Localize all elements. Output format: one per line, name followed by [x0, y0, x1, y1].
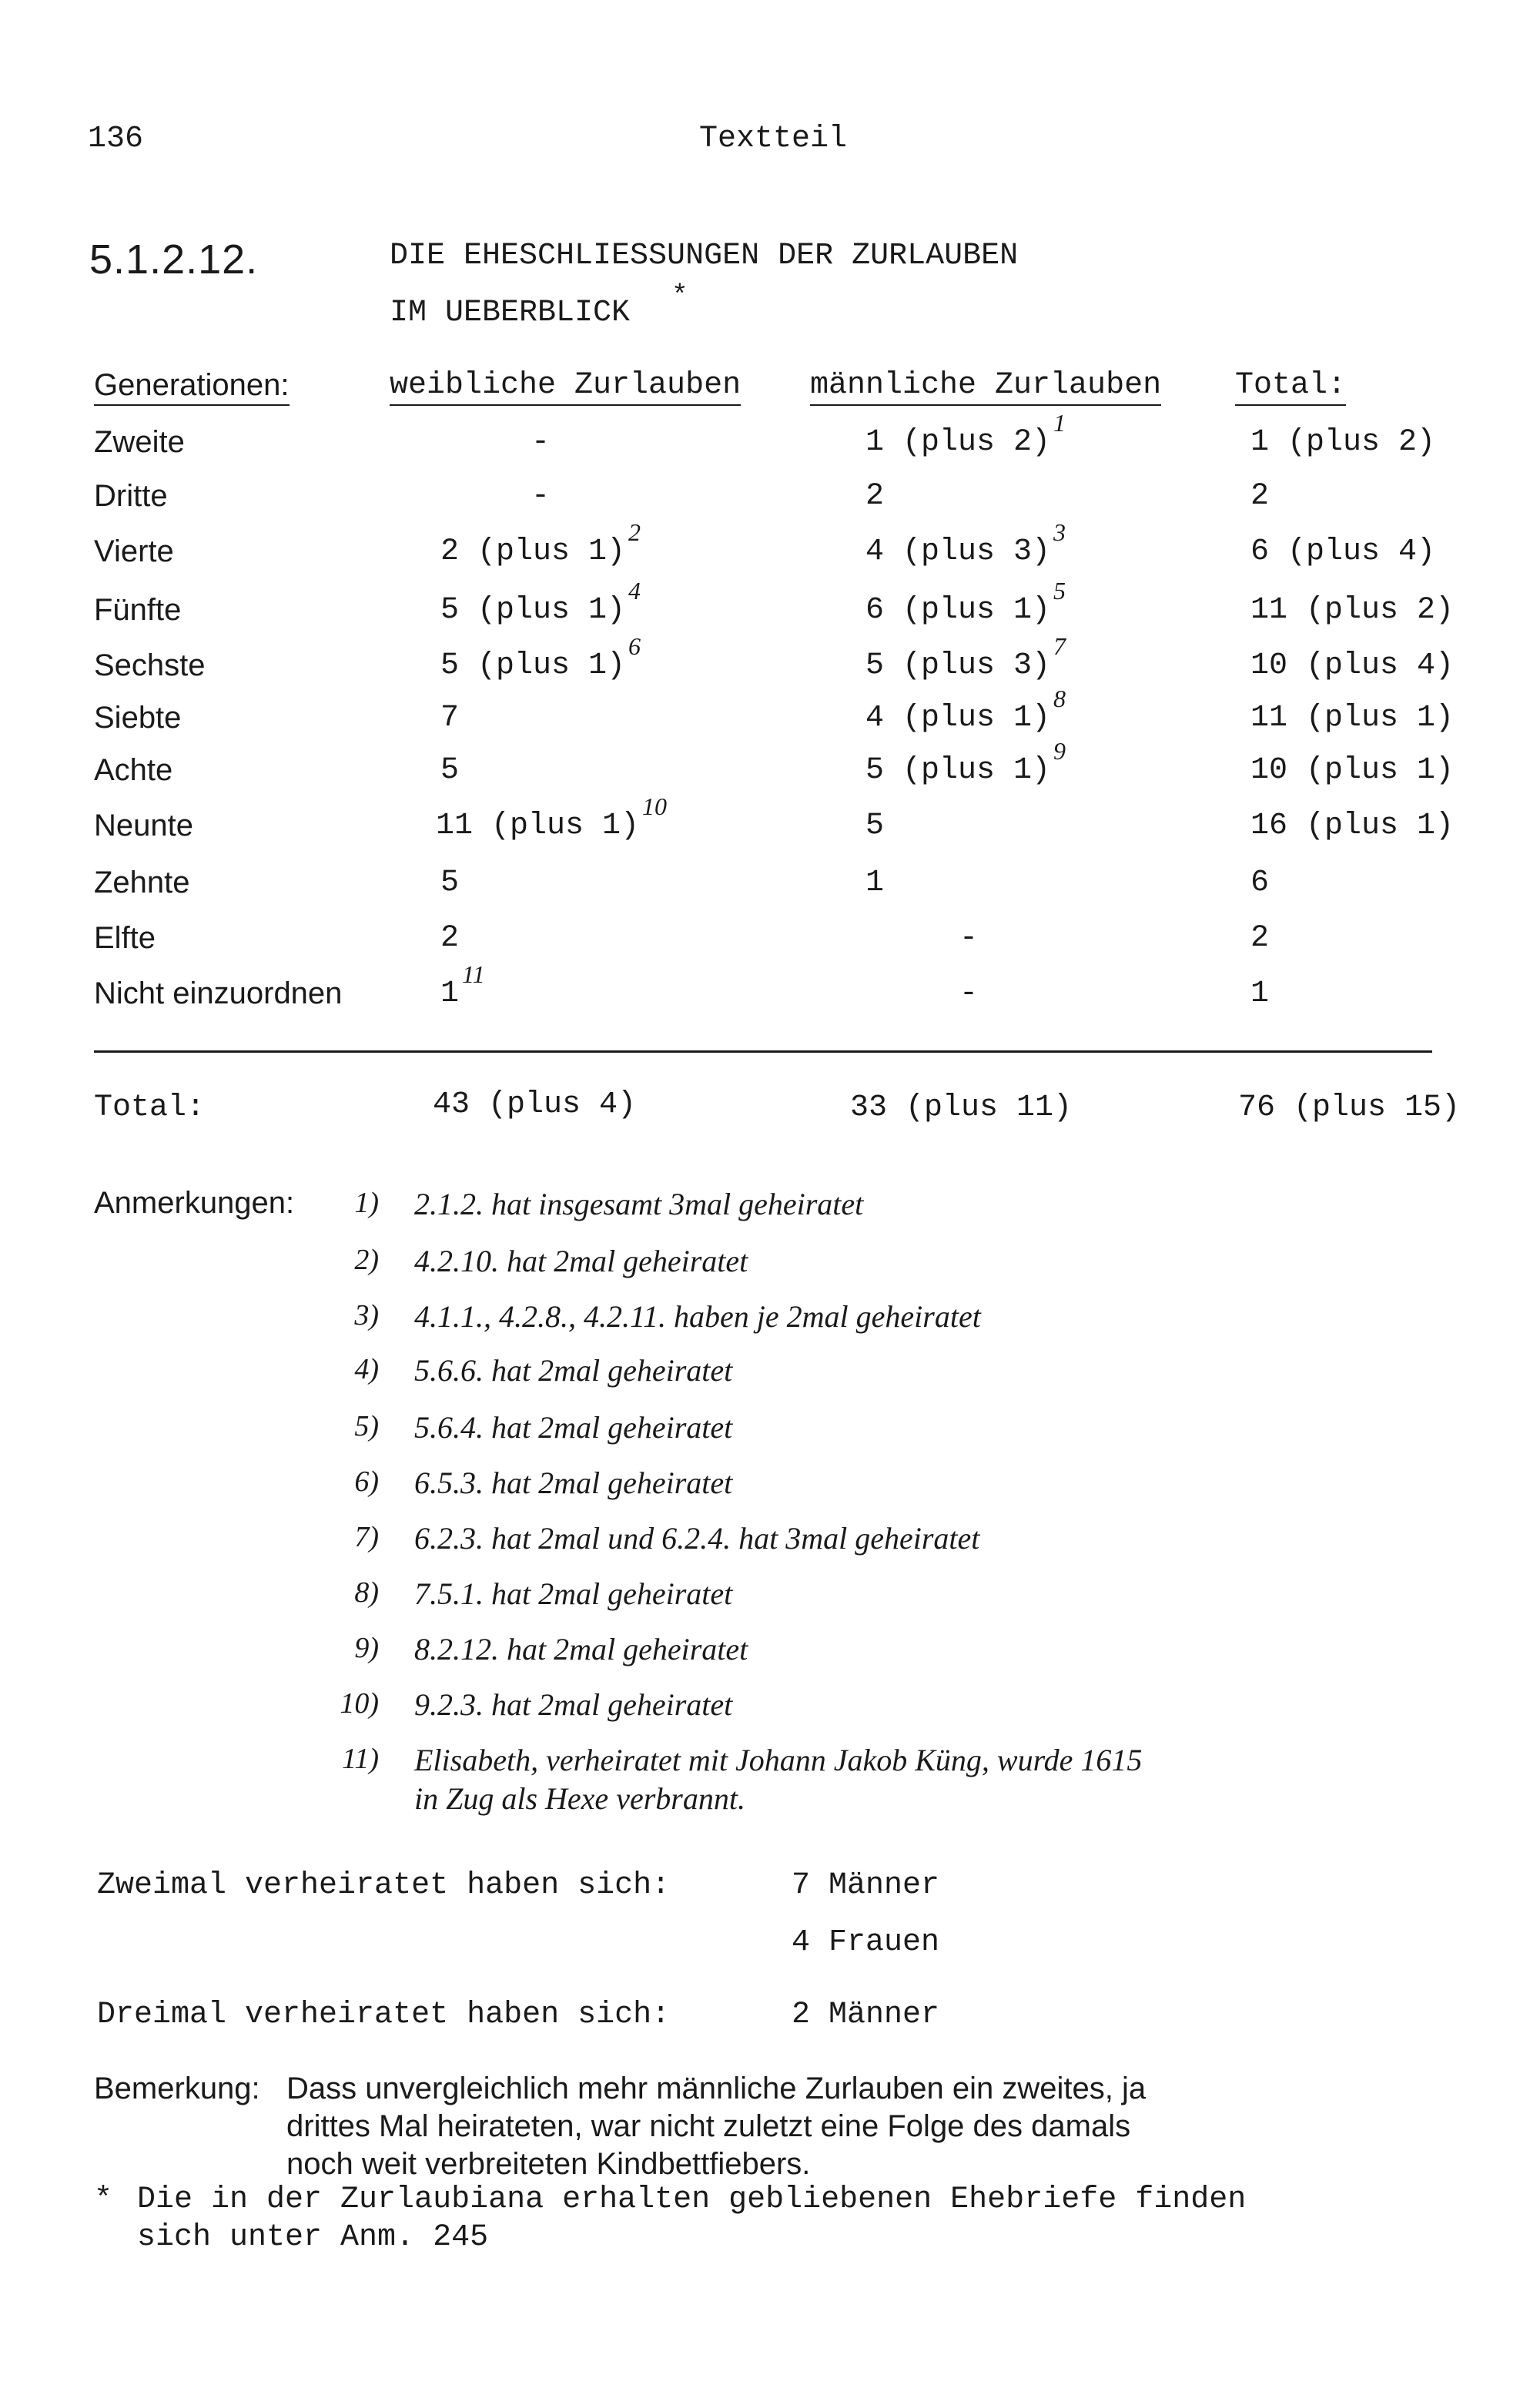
- cell-male-value: 4 (plus 1): [865, 701, 1051, 735]
- cell-total: [1250, 593, 1454, 628]
- cell-gen: [94, 425, 185, 460]
- cell-female: [440, 577, 641, 628]
- cell-total: [1250, 425, 1435, 460]
- cell-male-value: 5 (plus 1): [865, 753, 1051, 788]
- cell-total: [1250, 648, 1454, 683]
- note-text: 6.2.3. hat 2mal und 6.2.4. hat 3mal geheiratet: [414, 1521, 980, 1556]
- cell-male: [865, 577, 1066, 628]
- cell-female: [440, 632, 641, 683]
- cell-gen-value: Vierte: [94, 534, 174, 568]
- cell-gen: [94, 976, 342, 1011]
- note-number: 1): [354, 1187, 379, 1219]
- page-number: 136: [88, 122, 144, 156]
- cell-male: [865, 632, 1066, 683]
- cell-total: [1250, 809, 1454, 843]
- cell-male: [865, 479, 884, 514]
- totals-label: Total:: [94, 1090, 206, 1125]
- cell-female: [440, 701, 459, 735]
- cell-male: [865, 685, 1066, 735]
- cell-female: [440, 866, 459, 900]
- notes-label: Anmerkungen:: [94, 1186, 295, 1220]
- cell-female-value: 1: [440, 976, 460, 1011]
- note-text: 8.2.12. hat 2mal geheiratet: [414, 1632, 748, 1666]
- cell-gen: [94, 866, 190, 900]
- cell-gen-value: Nicht einzuordnen: [94, 976, 343, 1010]
- cell-total-value: 6: [1250, 866, 1270, 900]
- cell-gen: [94, 534, 174, 569]
- cell-total-value: 16 (plus 1): [1250, 809, 1455, 843]
- cell-total-value: 10 (plus 1): [1250, 753, 1455, 788]
- cell-female-value: 5 (plus 1): [440, 648, 626, 683]
- footnote-line1: Die in der Zurlaubiana erhalten gebliebenen Ehebriefe finden: [137, 2182, 1247, 2217]
- header-male: männliche Zurlauben: [810, 368, 1161, 406]
- cell-gen: [94, 809, 193, 843]
- remark-label: Bemerkung:: [94, 2072, 260, 2105]
- cell-female: [436, 792, 668, 843]
- note-text: 2.1.2. hat insgesamt 3mal geheiratet: [414, 1187, 864, 1221]
- remark-line1: Dass unvergleichlich mehr männliche Zurlauben ein zweites, ja: [286, 2072, 1147, 2105]
- cell-male-value: -: [959, 921, 979, 956]
- cell-female: [531, 479, 550, 514]
- cell-female-value: 5 (plus 1): [440, 593, 626, 628]
- note-text: Elisabeth, verheiratet mit Johann Jakob Küng, wurde 1615: [414, 1743, 1143, 1777]
- cell-male-value: 6 (plus 1): [865, 593, 1051, 628]
- cell-gen: [94, 648, 206, 683]
- cell-female-value: 7: [440, 701, 460, 735]
- totals-all: 76 (plus 15): [1238, 1090, 1461, 1125]
- cell-total-value: 10 (plus 4): [1250, 648, 1455, 683]
- section-title-line1: DIE EHESCHLIESSUNGEN DER ZURLAUBEN: [390, 239, 1019, 273]
- cell-total: [1250, 701, 1454, 735]
- note-number: 7): [354, 1521, 379, 1553]
- footnote-ref: 5: [1053, 577, 1066, 605]
- cell-female: [440, 518, 641, 569]
- remark-line3: noch weit verbreiteten Kindbettfiebers.: [286, 2147, 811, 2181]
- note-number: 6): [354, 1465, 379, 1498]
- twice-label: Zweimal verheiratet haben sich:: [97, 1868, 671, 1903]
- note-number: 5): [354, 1410, 379, 1442]
- cell-total: [1250, 866, 1269, 900]
- note-number: 11): [342, 1743, 379, 1775]
- footnote-ref: 11: [462, 960, 485, 988]
- cell-male: [865, 518, 1066, 569]
- running-title: Textteil: [699, 122, 848, 156]
- cell-male: [865, 866, 884, 900]
- header-total: Total:: [1235, 368, 1346, 406]
- note-text: 9.2.3. hat 2mal geheiratet: [414, 1687, 733, 1722]
- cell-total-value: 2: [1250, 479, 1270, 514]
- cell-total: [1250, 976, 1269, 1011]
- cell-female-value: 2 (plus 1): [440, 534, 626, 569]
- cell-gen: [94, 921, 156, 956]
- note-text: 7.5.1. hat 2mal geheiratet: [414, 1576, 733, 1611]
- cell-male-value: 2: [865, 479, 885, 514]
- cell-male-value: 1: [865, 866, 885, 900]
- footnote-line2: sich unter Anm. 245: [137, 2220, 489, 2255]
- footnote-ref: 1: [1053, 409, 1066, 437]
- cell-gen: [94, 593, 181, 628]
- cell-total-value: 2: [1250, 921, 1270, 956]
- footnote-ref: 10: [642, 792, 668, 820]
- cell-gen-value: Zweite: [94, 425, 185, 459]
- header-female: weibliche Zurlauben: [390, 368, 741, 406]
- cell-total-value: 1 (plus 2): [1250, 425, 1436, 460]
- thrice-men: 2 Männer: [792, 1998, 940, 2032]
- cell-gen-value: Siebte: [94, 701, 182, 735]
- footnote-ref: 7: [1053, 632, 1066, 660]
- note-number: 9): [354, 1632, 379, 1664]
- cell-female: [440, 921, 459, 956]
- cell-female-value: -: [531, 479, 551, 514]
- cell-total: [1250, 534, 1435, 569]
- cell-male: [959, 976, 978, 1011]
- cell-female-value: 2: [440, 921, 460, 956]
- note-text: 6.5.3. hat 2mal geheiratet: [414, 1465, 733, 1500]
- footnote-ref: 9: [1053, 737, 1066, 765]
- cell-total-value: 6 (plus 4): [1250, 534, 1436, 569]
- footnote-ref: 6: [628, 632, 641, 660]
- footnote-ref: 8: [1053, 685, 1066, 712]
- cell-female-value: -: [531, 425, 551, 460]
- cell-gen-value: Dritte: [94, 479, 168, 513]
- cell-male: [865, 409, 1066, 460]
- cell-female: [440, 960, 485, 1011]
- note-text: 5.6.4. hat 2mal geheiratet: [414, 1410, 733, 1445]
- note-number: 4): [354, 1353, 379, 1385]
- cell-female: [531, 425, 550, 460]
- cell-gen-value: Fünfte: [94, 593, 182, 627]
- cell-gen-value: Sechste: [94, 648, 206, 682]
- footnote-ref: 4: [628, 577, 641, 605]
- section-title-line2: IM UEBERBLICK: [390, 296, 631, 330]
- note-number: 10): [340, 1687, 379, 1720]
- cell-gen-value: Zehnte: [94, 866, 190, 899]
- header-generation: Generationen:: [94, 368, 290, 406]
- totals-female: 43 (plus 4): [433, 1087, 637, 1122]
- cell-male-value: 5 (plus 3): [865, 648, 1051, 683]
- cell-female-value: 5: [440, 753, 460, 788]
- cell-total: [1250, 921, 1269, 956]
- cell-total-value: 11 (plus 2): [1250, 593, 1455, 628]
- cell-gen: [94, 479, 168, 514]
- remark-line2: drittes Mal heirateten, war nicht zuletzt eine Folge des damals: [286, 2109, 1131, 2143]
- cell-gen: [94, 701, 181, 735]
- twice-men: 7 Männer: [792, 1868, 940, 1903]
- totals-male: 33 (plus 11): [850, 1090, 1073, 1125]
- cell-total-value: 1: [1250, 976, 1270, 1011]
- cell-female-value: 11 (plus 1): [436, 809, 640, 843]
- cell-female: [440, 753, 459, 788]
- cell-total: [1250, 479, 1269, 514]
- note-text: 4.1.1., 4.2.8., 4.2.11. haben je 2mal geheiratet: [414, 1299, 981, 1334]
- cell-male-value: 5: [865, 809, 885, 843]
- note-text: 5.6.6. hat 2mal geheiratet: [414, 1353, 733, 1388]
- note-number: 2): [354, 1244, 379, 1276]
- cell-gen-value: Achte: [94, 753, 173, 787]
- footnote-ref: 2: [628, 518, 641, 546]
- section-title-mark: *: [671, 280, 688, 312]
- cell-male-value: -: [959, 976, 979, 1011]
- cell-male: [959, 921, 978, 956]
- note-number: 3): [354, 1299, 379, 1331]
- thrice-label: Dreimal verheiratet haben sich:: [97, 1998, 671, 2032]
- note-number: 8): [354, 1576, 379, 1609]
- cell-male: [865, 809, 884, 843]
- cell-gen-value: Elfte: [94, 921, 156, 955]
- cell-male: [865, 737, 1066, 788]
- twice-women: 4 Frauen: [792, 1925, 940, 1960]
- note-text-continued: in Zug als Hexe verbrannt.: [414, 1781, 745, 1816]
- footnote-mark: *: [94, 2182, 113, 2217]
- note-text: 4.2.10. hat 2mal geheiratet: [414, 1244, 748, 1278]
- cell-gen: [94, 753, 172, 788]
- cell-total: [1250, 753, 1454, 788]
- cell-male-value: 1 (plus 2): [865, 425, 1051, 460]
- table-divider: [94, 1050, 1432, 1053]
- cell-female-value: 5: [440, 866, 460, 900]
- cell-male-value: 4 (plus 3): [865, 534, 1051, 569]
- cell-gen-value: Neunte: [94, 809, 193, 842]
- footnote-ref: 3: [1053, 518, 1066, 546]
- cell-total-value: 11 (plus 1): [1250, 701, 1455, 735]
- section-number: 5.1.2.12.: [89, 236, 259, 283]
